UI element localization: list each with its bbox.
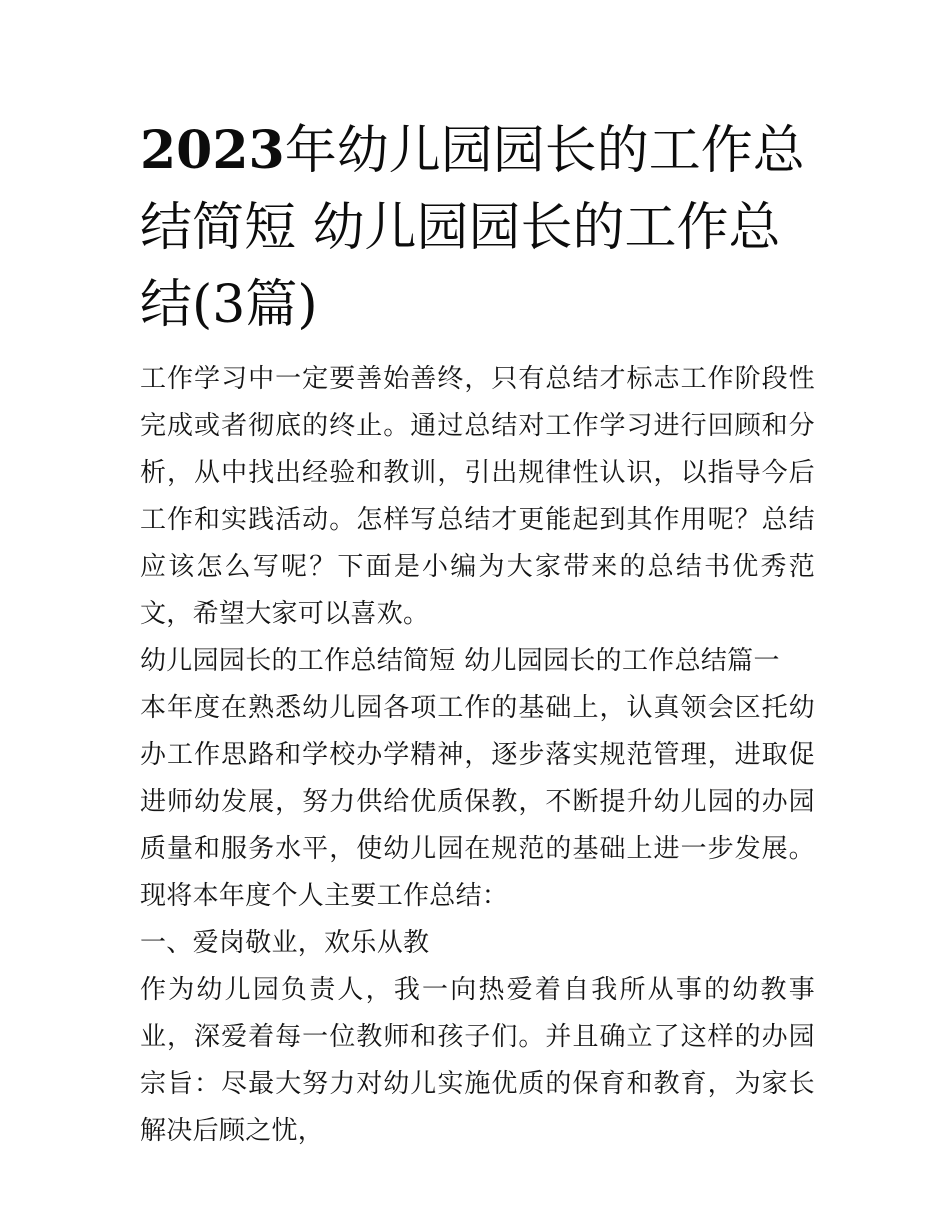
paragraph-section-heading: 一、爱岗敬业，欢乐从教 [140, 928, 430, 958]
paragraph-intro: 工作学习中一定要善始善终，只有总结才标志工作阶段性完成或者彻底的终止。通过总结对工作学习进行回顾和分析，从中找出经验和教训，引出规律性认识，以指导今后工作和实践活动。怎样写总结才更能起到其作用呢？总结应该怎么写呢？下面是小编为大家带来的总结书优秀范文，希望大家可以喜欢。 [140, 364, 815, 629]
paragraph-heading-part-one: 幼儿园园长的工作总结简短 幼儿园园长的工作总结篇一 [140, 646, 780, 676]
document-body [140, 356, 815, 1155]
document-title: 2023年幼儿园园长的工作总结简短 幼儿园园长的工作总结(3篇) [140, 120, 805, 335]
paragraph-section-body: 作为幼儿园负责人，我一向热爱着自我所从事的幼教事业，深爱着每一位教师和孩子们。并且确立了这样的办园宗旨：尽最大努力对幼儿实施优质的保育和教育，为家长解决后顾之忧， [140, 975, 815, 1146]
paragraph-summary-overview: 本年度在熟悉幼儿园各项工作的基础上，认真领会区托幼办工作思路和学校办学精神，逐步落实规范管理，进取促进师幼发展，努力供给优质保教，不断提升幼儿园的办园质量和服务水平，使幼儿园在规范的基础上进一步发展。现将本年度个人主要工作总结： [140, 693, 815, 911]
